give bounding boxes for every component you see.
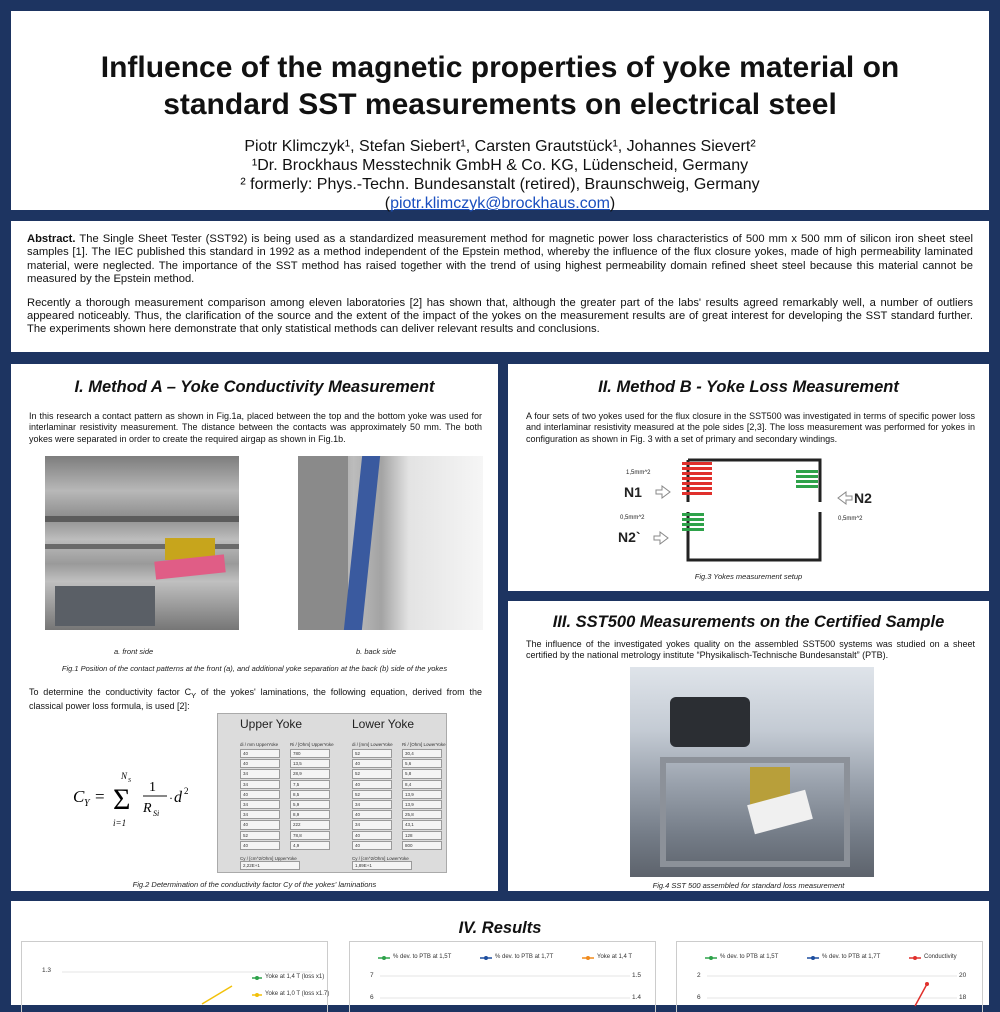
svg-text:d: d [174, 789, 182, 806]
chart2-legend-3: Yoke at 1,4 T [597, 954, 633, 960]
chart3-series-line [915, 984, 927, 1006]
upper-d-cell[interactable]: 34 [240, 769, 280, 778]
chart2-ytick-left: 6 [370, 994, 374, 1001]
lower-r-cell[interactable]: 13,9 [402, 800, 442, 809]
front-side-photo [45, 456, 239, 630]
upper-r-cell[interactable]: 4,9 [290, 841, 330, 850]
method-a-panel [8, 361, 501, 894]
conductivity-text [29, 687, 482, 712]
title-line-1: Influence of the magnetic properties of yoke material on [100, 51, 900, 84]
upper-d-cell[interactable]: 40 [240, 759, 280, 768]
upper-r-cell[interactable]: 7,5 [290, 780, 330, 789]
chart1-series-line [202, 986, 232, 1004]
upper-r-column [290, 742, 334, 851]
lower-r-cell[interactable]: 25,8 [402, 810, 442, 819]
upper-result-header: Cy / [cm^2/Ohm] UpperYoke [240, 856, 297, 861]
author-block [31, 137, 969, 213]
chart3-ytick-left: 2 [697, 972, 701, 979]
svg-text:Σ: Σ [113, 783, 131, 816]
lower-result [352, 856, 412, 871]
results-chart-2 [349, 941, 656, 1012]
upper-r-cell[interactable]: 780 [290, 749, 330, 758]
svg-text:i=1: i=1 [113, 818, 127, 828]
lower-d-cell[interactable]: 40 [352, 780, 392, 789]
lower-d-cell[interactable]: 40 [352, 841, 392, 850]
abstract-label: Abstract. [27, 233, 76, 245]
svg-text:·: · [169, 791, 173, 805]
lower-d-header: di / [mm] LowerYoke [352, 742, 393, 747]
lower-r-cell[interactable]: 800 [402, 841, 442, 850]
method-c-text: The influence of the investigated yokes quality on the assembled SST500 systems was studied on a sheet certified by the national metrology institute “Physikalisch-Technische Bundesanstalt” (PTB). [526, 639, 975, 661]
lower-d-cell[interactable]: 34 [352, 800, 392, 809]
method-b-panel [505, 361, 992, 594]
chart1-legend-1: Yoke at 1,4 T (loss x1) [265, 974, 325, 980]
lower-result-value: 1,89E+1 [352, 861, 412, 870]
lower-r-cell[interactable]: 30,4 [402, 749, 442, 758]
chart1-legend-2: Yoke at 1,0 T (loss x1.7) [265, 991, 330, 997]
lower-r-cell[interactable]: 128 [402, 831, 442, 840]
email-link[interactable]: piotr.klimczyk@brockhaus.com [390, 195, 610, 212]
n1-label: N1 [624, 484, 642, 500]
results-panel [8, 898, 992, 1008]
chart3-legend-1: % dev. to PTB at 1,5T [720, 954, 779, 960]
lower-r-cell[interactable]: 43,1 [402, 820, 442, 829]
fig3-caption: Fig.3 Yokes measurement setup [694, 572, 803, 581]
conductivity-text-1: To determine the conductivity factor C [29, 687, 192, 697]
lower-r-header: Ri / [Ohm] LowerYoke [402, 742, 446, 747]
results-title: IV. Results [458, 919, 542, 937]
method-a-intro: In this research a contact pattern as shown in Fig.1a, placed between the top and the bottom yoke was used for interlaminar resistivity measurement. The distance between the contacts was approximately 50 mm. The both yokes were separated in order to create the required airgap as shown in Fig.1b. [29, 411, 482, 444]
yoke-data-panel [217, 713, 447, 873]
chart3-ytick-left: 6 [697, 994, 701, 1001]
affiliation-2: ² formerly: Phys.-Techn. Bundesanstalt (retired), Braunschweig, Germany [240, 176, 760, 193]
conductivity-text-2: of the yokes' laminations, the following equation, derived from the classical power loss formula, is used [2]: [29, 687, 482, 712]
n2-area: 0,5mm^2 [838, 516, 863, 522]
svg-text:Y: Y [84, 798, 90, 809]
n2prime-area: 0,5mm^2 [620, 515, 645, 521]
lower-r-column [402, 742, 446, 851]
email-line [31, 194, 969, 213]
abstract-text [27, 233, 973, 347]
chart1-ytick: 1.3 [42, 967, 52, 974]
abstract-paragraph-1 [27, 233, 973, 287]
lower-r-cell[interactable]: 13,9 [402, 790, 442, 799]
email-open: ( [384, 195, 391, 212]
upper-d-cell[interactable]: 34 [240, 780, 280, 789]
chart3-ytick-right: 20 [959, 972, 967, 979]
chart3-legend-3: Conductivity [924, 954, 957, 960]
svg-text:=: = [95, 787, 105, 806]
affiliation-1: ¹Dr. Brockhaus Messtechnik GmbH & Co. KG, Lüdenscheid, Germany [251, 157, 749, 174]
fig1-caption: Fig.1 Position of the contact patterns at the front (a), and additional yoke separation at the back (b) side of the yokes [61, 664, 448, 673]
lower-r-cell[interactable]: 5,6 [402, 759, 442, 768]
chart2-ytick-right: 1.5 [632, 972, 642, 979]
upper-r-cell[interactable]: 8,5 [290, 790, 330, 799]
method-b-text: A four sets of two yokes used for the flux closure in the SST500 was investigated in terms of specific power loss and interlaminar resistivity measured at the pole sides [2,3]. The loss measurement was performed for yokes in configuration as shown in Fig. 3 with a set of primary and secondary windings. [526, 411, 975, 444]
sst500-photo [630, 667, 874, 877]
chart2-legend-1: % dev. to PTB at 1,5T [393, 954, 452, 960]
n2prime-label: N2` [618, 529, 641, 545]
method-a-title: I. Method A – Yoke Conductivity Measurement [74, 378, 435, 396]
lower-d-cell[interactable]: 52 [352, 790, 392, 799]
lower-d-cell[interactable]: 40 [352, 810, 392, 819]
method-c-panel [505, 598, 992, 894]
upper-r-cell[interactable]: 222 [290, 820, 330, 829]
upper-result-value: 2,22E+1 [240, 861, 300, 870]
chart2-legend-2: % dev. to PTB at 1,7T [495, 954, 554, 960]
svg-text:1: 1 [149, 780, 156, 795]
upper-d-cell[interactable]: 34 [240, 810, 280, 819]
conductivity-sub: Y [191, 690, 197, 700]
chart2-ytick-left: 7 [370, 972, 374, 979]
upper-d-column [240, 742, 280, 851]
lower-r-cell[interactable]: 5,8 [402, 769, 442, 778]
abstract-p2: Recently a thorough measurement comparison among eleven laboratories [2] has shown that, although the greater part of the labs' results agreed remarkably well, a number of outliers appeared noticeably. Thus, the clarification of the source and the extent of the impact of the yokes on the measurement results are of great interest for developing the SST standard further. The experiments shown here demonstrate that only statistical methods can deliver relevant results and conclusions. [27, 296, 973, 336]
upper-result [240, 856, 300, 871]
abstract-panel [8, 218, 992, 355]
upper-d-header: di / mm UpperYoke [240, 742, 279, 747]
label-front-side: a. front side [114, 647, 154, 656]
upper-d-cell[interactable]: 40 [240, 820, 280, 829]
fig2-caption: Fig.2 Determination of the conductivity factor Cy of the yokes' laminations [132, 880, 377, 889]
upper-r-cell[interactable]: 13,5 [290, 759, 330, 768]
label-back-side: b. back side [356, 647, 397, 656]
header-panel [8, 8, 992, 213]
chart3-ytick-right: 18 [959, 994, 967, 1001]
svg-text:C: C [73, 787, 85, 806]
lower-d-cell[interactable]: 40 [352, 831, 392, 840]
lower-r-cell[interactable]: 8,4 [402, 780, 442, 789]
upper-r-cell[interactable]: 5,9 [290, 800, 330, 809]
abstract-p1: The Single Sheet Tester (SST92) is being used as a standardized measurement method for magnetic power loss characteristics of 500 mm x 500 mm of silicon iron sheet steel samples [1]. The IEC published this standard in 1992 as a method independent of the Epstein method, whereby the influence of the flux closure yokes, made of high permeability laminated material, were neglected. The importance of the SST method has raised together with the trend of using highest permeability domain refined sheet steel because this material cannot be measured by the Epstein method. [27, 233, 973, 286]
upper-d-cell[interactable]: 40 [240, 841, 280, 850]
poster-title [31, 49, 969, 123]
svg-text:S: S [128, 778, 131, 784]
upper-r-cell[interactable]: 78,8 [290, 831, 330, 840]
lower-d-column [352, 742, 392, 851]
svg-text:N: N [121, 771, 128, 781]
svg-text:Si: Si [153, 809, 160, 818]
lower-yoke-heading: Lower Yoke [352, 717, 415, 731]
authors: Piotr Klimczyk¹, Stefan Siebert¹, Carsten Grautstück¹, Johannes Sievert² [244, 138, 756, 155]
results-chart-1 [21, 941, 328, 1012]
svg-text:2: 2 [184, 786, 189, 796]
n1-area: 1,5mm^2 [626, 470, 651, 476]
chart3-legend-2: % dev. to PTB at 1,7T [822, 954, 881, 960]
back-side-photo [298, 456, 483, 630]
upper-r-header: Ri / [Ohm] UpperYoke [290, 742, 334, 747]
chart2-ytick-right: 1.4 [632, 994, 642, 1001]
lower-result-header: Cy / [cm^2/Ohm] LowerYoke [352, 856, 409, 861]
title-line-2: standard SST measurements on electrical steel [163, 88, 837, 121]
upper-d-cell[interactable]: 40 [240, 790, 280, 799]
method-b-title: II. Method B - Yoke Loss Measurement [598, 378, 899, 396]
yoke-setup-diagram [606, 450, 916, 572]
upper-r-cell[interactable]: 28,9 [290, 769, 330, 778]
lower-d-cell[interactable]: 34 [352, 820, 392, 829]
n2-label: N2 [854, 490, 872, 506]
lower-d-cell[interactable]: 52 [352, 769, 392, 778]
lower-d-cell[interactable]: 52 [352, 749, 392, 758]
upper-r-cell[interactable]: 8,9 [290, 810, 330, 819]
results-chart-3 [676, 941, 983, 1012]
upper-d-cell[interactable]: 40 [240, 749, 280, 758]
lower-d-cell[interactable]: 40 [352, 759, 392, 768]
fig4-caption: Fig.4 SST 500 assembled for standard loss measurement [652, 881, 845, 890]
upper-yoke-heading: Upper Yoke [240, 717, 303, 731]
email-close: ) [609, 195, 616, 212]
upper-d-cell[interactable]: 52 [240, 831, 280, 840]
conductivity-equation [73, 764, 193, 839]
svg-text:R: R [143, 801, 152, 816]
upper-d-cell[interactable]: 34 [240, 800, 280, 809]
method-c-title: III. SST500 Measurements on the Certified Sample [552, 613, 945, 631]
